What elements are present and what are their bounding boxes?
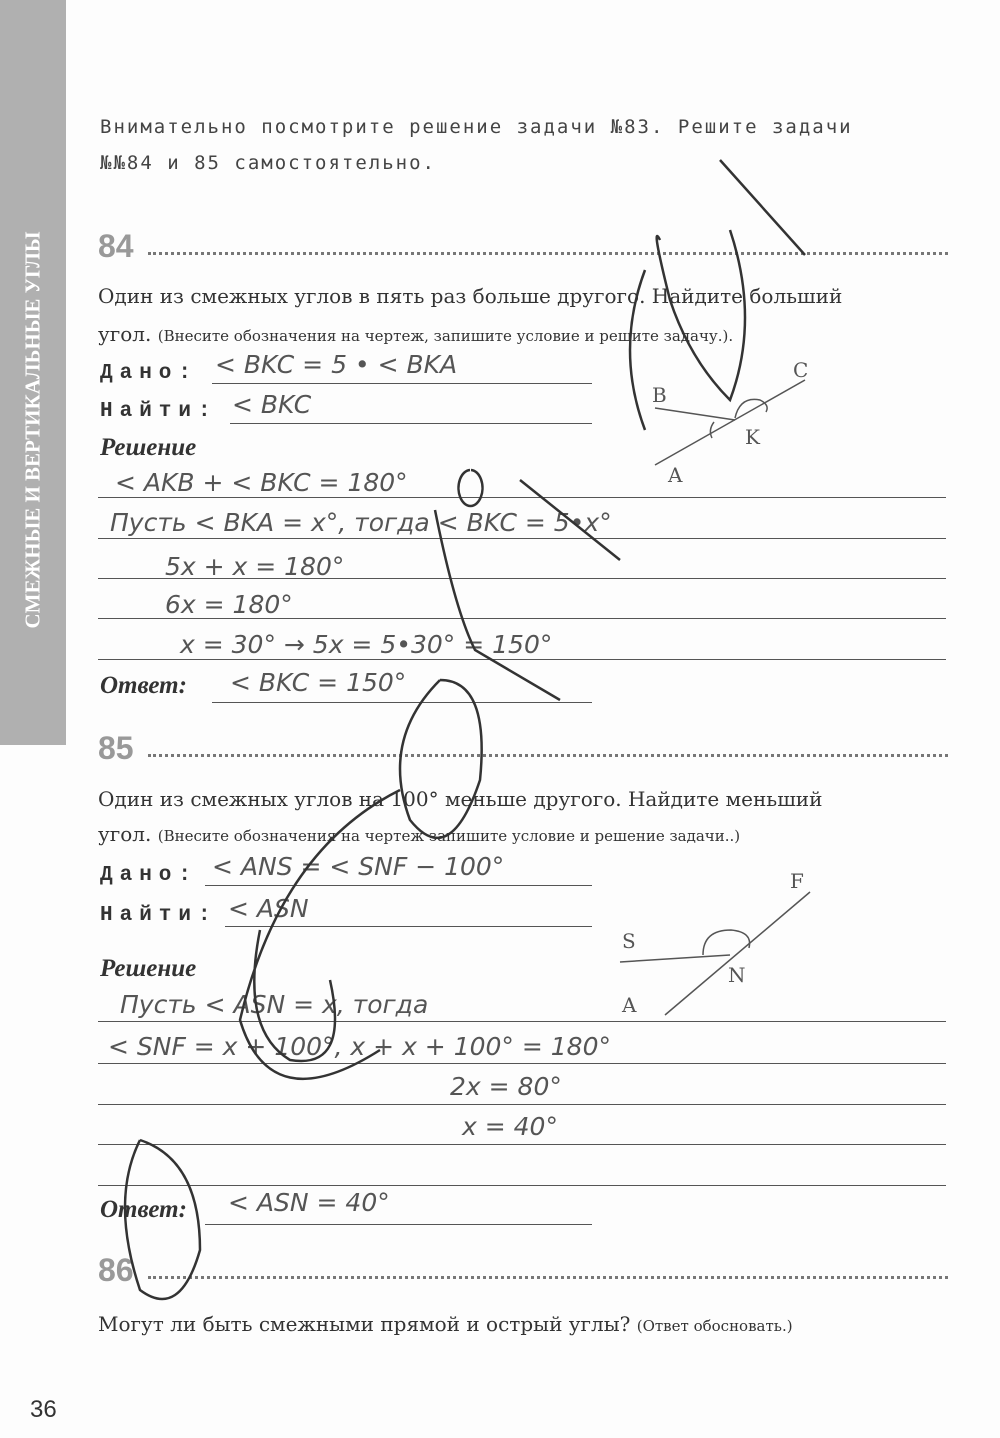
answer-value: < BKC = 150° (230, 668, 407, 697)
solution-line: < SNF = x + 100°, x + x + 100° = 180° (108, 1032, 611, 1061)
find-value: < BKC (232, 390, 312, 419)
task-84-text: Один из смежных углов в пять раз больше другого. Найдите больший (98, 284, 843, 308)
find-value: < ASN (228, 894, 309, 923)
task-number-84: 84 (98, 228, 134, 264)
solution-label: Решение (100, 434, 197, 461)
solution-line: Пусть < BKA = x°, тогда < BKC = 5•x° (110, 508, 612, 537)
page-number: 36 (30, 1396, 57, 1423)
solution-line: 5x + x = 180° (165, 552, 345, 581)
label-b: B (652, 383, 667, 407)
solution-line: x = 40° (462, 1112, 558, 1141)
given-value: < BKC = 5 • < BKA (215, 350, 458, 379)
task-85-text-cont: угол. (98, 822, 152, 846)
label-k: K (745, 425, 760, 449)
intro-line-1: Внимательно посмотрите решение задачи №83. Решите задачи (100, 116, 853, 138)
task-86-note: (Ответ обосновать.) (636, 1317, 793, 1335)
label-f: F (790, 869, 804, 893)
solution-line: < AKB + < BKC = 180° (115, 468, 408, 497)
task-84-text-cont: угол. (98, 322, 152, 346)
answer-value: < ASN = 40° (228, 1188, 390, 1217)
label-c: C (793, 358, 809, 382)
task-85-note: (Внесите обозначения на чертеж запишите условие и решение задачи..) (157, 827, 741, 845)
label-a: A (668, 463, 683, 487)
diagram-85 (620, 869, 810, 1017)
solution-line: x = 30° → 5x = 5•30° = 150° (180, 630, 553, 659)
find-label: Найти: (100, 904, 218, 927)
chapter-title: СМЕЖНЫЕ И ВЕРТИКАЛЬНЫЕ УГЛЫ (20, 231, 45, 629)
answer-label: Ответ: (100, 672, 187, 699)
given-label: Дано: (100, 864, 199, 887)
scribble-marks (125, 160, 805, 1299)
diagram-84 (652, 358, 808, 487)
task-86-question: Могут ли быть смежными прямой и острый углы? (98, 1312, 631, 1336)
task-85-text: Один из смежных углов на 100° меньше другого. Найдите меньший (98, 787, 823, 811)
find-label: Найти: (100, 400, 218, 423)
given-value: < ANS = < SNF − 100° (212, 852, 505, 881)
solution-line: Пусть < ASN = x, тогда (120, 990, 429, 1019)
intro-line-2: №№84 и 85 самостоятельно. (100, 152, 436, 174)
solution-line: 2x = 80° (450, 1072, 562, 1101)
solution-line: 6x = 180° (165, 590, 293, 619)
task-84-note: (Внесите обозначения на чертеж, запишите условие и решите задачу.). (157, 327, 734, 345)
label-n: N (728, 963, 746, 987)
given-label: Дано: (100, 362, 199, 385)
task-number-86: 86 (98, 1252, 134, 1288)
label-s: S (622, 929, 636, 953)
answer-label: Ответ: (100, 1196, 187, 1223)
label-a: A (622, 993, 637, 1017)
solution-label: Решение (100, 955, 197, 982)
task-number-85: 85 (98, 730, 134, 766)
